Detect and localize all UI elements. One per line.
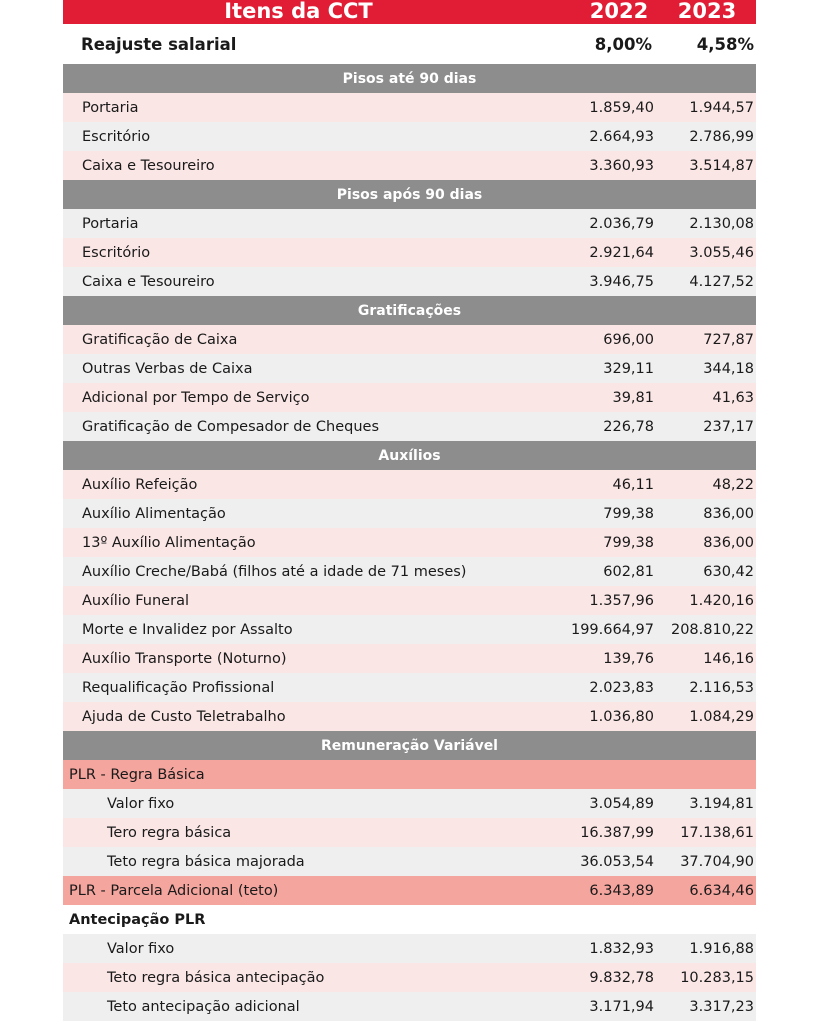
table-row bbox=[63, 818, 756, 847]
row-label: Ajuda de Custo Teletrabalho bbox=[82, 708, 286, 725]
row-value-2022: 139,76 bbox=[603, 650, 654, 667]
row-value-2022: 3.946,75 bbox=[589, 273, 654, 290]
row-label: Auxílio Funeral bbox=[82, 592, 189, 609]
section-title: Pisos até 90 dias bbox=[342, 70, 477, 87]
row-value-2022: 602,81 bbox=[603, 563, 654, 580]
section-gratificacoes bbox=[63, 296, 756, 325]
section-pisos-apos-90 bbox=[63, 180, 756, 209]
row-value-2022: 696,00 bbox=[603, 331, 654, 348]
row-value-2023: 208.810,22 bbox=[670, 621, 754, 638]
row-label: Teto regra básica antecipação bbox=[107, 969, 325, 986]
row-label: Portaria bbox=[82, 215, 139, 232]
row-label: Portaria bbox=[82, 99, 139, 116]
row-value-2023: 1.916,88 bbox=[689, 940, 754, 957]
row-value-2023: 1.084,29 bbox=[689, 708, 754, 725]
row-value-2023: 727,87 bbox=[703, 331, 754, 348]
row-label: Auxílio Transporte (Noturno) bbox=[82, 650, 287, 667]
row-label: Escritório bbox=[82, 244, 151, 261]
table-row bbox=[63, 383, 756, 412]
row-label: Auxílio Refeição bbox=[82, 476, 198, 493]
row-value-2022: 3.171,94 bbox=[589, 998, 654, 1015]
table-row bbox=[63, 789, 756, 818]
table-row bbox=[63, 325, 756, 354]
table-row bbox=[63, 499, 756, 528]
table-header bbox=[63, 0, 756, 24]
section-title: Gratificações bbox=[357, 302, 462, 319]
row-value-2022: 2.921,64 bbox=[589, 244, 654, 261]
section-pisos-90 bbox=[63, 64, 756, 93]
row-value-2023: 146,16 bbox=[703, 650, 754, 667]
table-row bbox=[63, 354, 756, 383]
section-auxilios bbox=[63, 441, 756, 470]
row-label: Auxílio Alimentação bbox=[82, 505, 226, 522]
row-label: Valor fixo bbox=[107, 940, 175, 957]
row-value-2023: 17.138,61 bbox=[680, 824, 754, 841]
row-value-2022: 3.360,93 bbox=[589, 157, 654, 174]
header-year-2022: 2022 bbox=[589, 0, 649, 23]
row-label: Gratificação de Compesador de Cheques bbox=[82, 418, 380, 435]
row-value-2022: 1.859,40 bbox=[589, 99, 654, 116]
reajuste-2022: 8,00% bbox=[594, 34, 652, 54]
table-row bbox=[63, 644, 756, 673]
row-label: Teto regra básica majorada bbox=[107, 853, 305, 870]
plr-basica-header bbox=[63, 760, 756, 789]
table-row bbox=[63, 586, 756, 615]
row-value-2023: 3.055,46 bbox=[689, 244, 754, 261]
cct-table bbox=[63, 0, 756, 1024]
row-label: Morte e Invalidez por Assalto bbox=[82, 621, 293, 638]
row-value-2022: 799,38 bbox=[603, 505, 654, 522]
row-value-2023: 4.127,52 bbox=[689, 273, 754, 290]
row-value-2022: 2.023,83 bbox=[589, 679, 654, 696]
row-value-2023: 3.194,81 bbox=[689, 795, 754, 812]
row-value-2022: 16.387,99 bbox=[580, 824, 654, 841]
plr-adicional-row bbox=[63, 876, 756, 905]
row-value-2023: 3.317,23 bbox=[689, 998, 754, 1015]
row-value-2023: 41,63 bbox=[712, 389, 754, 406]
row-label: Caixa e Tesoureiro bbox=[82, 157, 215, 174]
row-value-2023: 836,00 bbox=[703, 534, 754, 551]
row-value-2023: 6.634,46 bbox=[689, 882, 754, 899]
antecipacao-header bbox=[63, 905, 756, 934]
row-label: Requalificação Profissional bbox=[82, 679, 275, 696]
table-row bbox=[63, 992, 756, 1021]
table-row bbox=[63, 702, 756, 731]
row-value-2022: 799,38 bbox=[603, 534, 654, 551]
table-row bbox=[63, 267, 756, 296]
table-row bbox=[63, 238, 756, 267]
row-value-2022: 9.832,78 bbox=[589, 969, 654, 986]
row-value-2022: 3.054,89 bbox=[589, 795, 654, 812]
section-title: Remuneração Variável bbox=[321, 737, 498, 754]
table-row bbox=[63, 847, 756, 876]
row-value-2022: 199.664,97 bbox=[570, 621, 654, 638]
row-value-2023: 836,00 bbox=[703, 505, 754, 522]
table-row bbox=[63, 528, 756, 557]
row-value-2023: 48,22 bbox=[712, 476, 754, 493]
table-row bbox=[63, 151, 756, 180]
table-row bbox=[63, 963, 756, 992]
row-value-2023: 2.116,53 bbox=[689, 679, 754, 696]
row-value-2022: 2.664,93 bbox=[589, 128, 654, 145]
row-value-2022: 2.036,79 bbox=[589, 215, 654, 232]
row-value-2023: 1.420,16 bbox=[689, 592, 754, 609]
header-title: Itens da CCT bbox=[224, 0, 373, 23]
section-remuneracao-variavel bbox=[63, 731, 756, 760]
section-title: Pisos após 90 dias bbox=[336, 186, 483, 203]
table-row bbox=[63, 122, 756, 151]
row-value-2022: 6.343,89 bbox=[589, 882, 654, 899]
row-value-2023: 2.786,99 bbox=[689, 128, 754, 145]
row-value-2022: 1.832,93 bbox=[589, 940, 654, 957]
row-label: Escritório bbox=[82, 128, 151, 145]
reajuste-label: Reajuste salarial bbox=[81, 34, 237, 54]
row-value-2023: 10.283,15 bbox=[680, 969, 754, 986]
table-row bbox=[63, 93, 756, 122]
reajuste-2023: 4,58% bbox=[696, 34, 754, 54]
table-row bbox=[63, 557, 756, 586]
row-label: Antecipação PLR bbox=[69, 911, 206, 928]
row-value-2022: 226,78 bbox=[603, 418, 654, 435]
row-value-2023: 37.704,90 bbox=[680, 853, 754, 870]
row-label: Valor fixo bbox=[107, 795, 175, 812]
row-label: Caixa e Tesoureiro bbox=[82, 273, 215, 290]
reajuste-row bbox=[63, 24, 756, 64]
row-label: Tero regra básica bbox=[107, 824, 232, 841]
row-value-2023: 630,42 bbox=[703, 563, 754, 580]
row-value-2022: 329,11 bbox=[603, 360, 654, 377]
table-row bbox=[63, 412, 756, 441]
row-value-2022: 1.036,80 bbox=[589, 708, 654, 725]
row-value-2023: 2.130,08 bbox=[689, 215, 754, 232]
row-value-2023: 1.944,57 bbox=[689, 99, 754, 116]
row-label: PLR - Parcela Adicional (teto) bbox=[69, 882, 279, 899]
section-title: Auxílios bbox=[378, 447, 441, 464]
row-label: Teto antecipação adicional bbox=[107, 998, 300, 1015]
header-year-2023: 2023 bbox=[677, 0, 737, 23]
table-row bbox=[63, 615, 756, 644]
table-row bbox=[63, 934, 756, 963]
row-value-2022: 1.357,96 bbox=[589, 592, 654, 609]
row-label: 13º Auxílio Alimentação bbox=[82, 534, 256, 551]
table-row bbox=[63, 673, 756, 702]
row-label: PLR - Regra Básica bbox=[69, 766, 205, 783]
row-value-2022: 46,11 bbox=[612, 476, 654, 493]
row-value-2022: 39,81 bbox=[612, 389, 654, 406]
row-value-2022: 36.053,54 bbox=[580, 853, 654, 870]
table-row bbox=[63, 470, 756, 499]
table-row bbox=[63, 209, 756, 238]
row-value-2023: 237,17 bbox=[703, 418, 754, 435]
row-value-2023: 344,18 bbox=[703, 360, 754, 377]
row-label: Adicional por Tempo de Serviço bbox=[82, 389, 310, 406]
row-label: Auxílio Creche/Babá (filhos até a idade de 71 meses) bbox=[82, 563, 467, 580]
row-value-2023: 3.514,87 bbox=[689, 157, 754, 174]
row-label: Gratificação de Caixa bbox=[82, 331, 238, 348]
row-label: Outras Verbas de Caixa bbox=[82, 360, 253, 377]
